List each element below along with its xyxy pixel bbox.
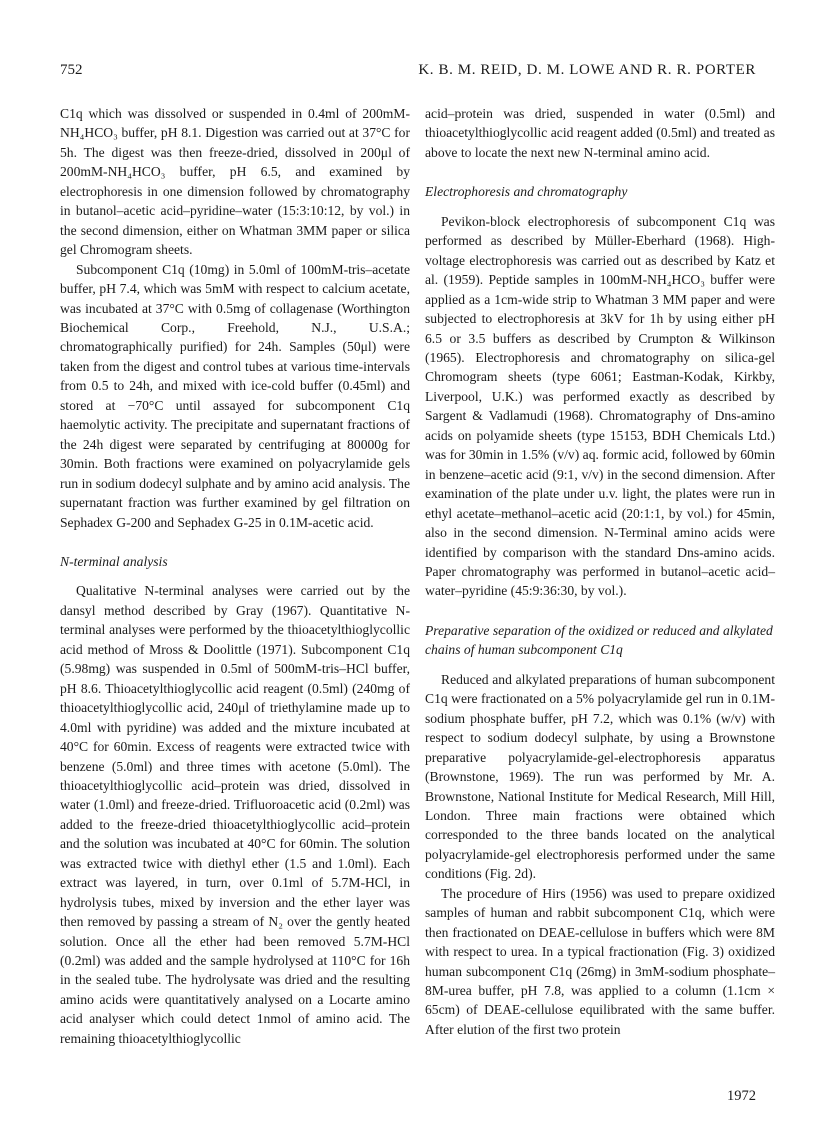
section-heading: Electrophoresis and chromatography xyxy=(425,184,628,200)
paragraph: Subcomponent C1q (10mg) in 5.0ml of 100mM-tris–acetate buffer, pH 7.4, which was 5mM with respect to calcium acetate, was incubated at 37°C with 0.5mg of collagenase (Worthington Biochemical Corp., Freehold, N.J., U.S.A.; chromatographically purified) for 24h. Samples (50μl) were taken from the digest and control tubes at various time-intervals from 0.5 to 24h, and mixed with ice-cold buffer (0.45ml) and stored at −70°C until assayed for subcomponent C1q haemolytic activity. The precipitate and supernatant fractions of the 24h digest were separated by centrifuging at 80000g for 30min. Both fractions were examined on polyacrylamide gels run in sodium dodecyl sulphate and by amino acid analysis. The supernatant fraction was further examined by gel filtration on Sephadex G-200 and Sephadex G-25 in 0.1M-acetic acid. xyxy=(60,261,410,530)
right-column xyxy=(425,104,775,1039)
footer-year: 1972 xyxy=(727,1088,756,1104)
paragraph: The procedure of Hirs (1956) was used to prepare oxidized samples of human and rabbit subcomponent C1q, which were then fractionated on DEAE-cellulose in buffers which were 8M with respect to urea. In a typical fractionation (Fig. 3) oxidized human subcomponent C1q (26mg) in 3mM-sodium phosphate–8M-urea buffer, pH 7.8, was applied to a column (1.1cm × 65cm) of DEAE-cellulose equilibrated with the same buffer. After elution of the first two protein xyxy=(425,885,775,1037)
section-heading: N-terminal analysis xyxy=(60,553,168,569)
running-head-authors: K. B. M. REID, D. M. LOWE AND R. R. PORTER xyxy=(418,62,756,78)
section-heading: Preparative separation of the oxidized or reduced and alkylated chains of human subcomponent C1q xyxy=(425,622,773,658)
paragraph: C1q which was dissolved or suspended in 0.4ml of 200mM-NH₄HCO₃ buffer, pH 8.1. Digestion was carried out at 37°C for 5h. The digest was then freeze-dried, dissolved in 200μl of 200mM-NH₄HCO₃ buffer, pH 6.5, and examined by electrophoresis in one dimension followed by chromatography in butanol–acetic acid–pyridine–water (15:3:10:12, by vol.) in the second dimension, either on Whatman 3MM paper or silica gel Chromogram sheets. xyxy=(60,106,410,258)
page-header xyxy=(60,62,756,84)
paragraph: Pevikon-block electrophoresis of subcomponent C1q was performed as described by Müller-Eberhard (1968). High-voltage electrophoresis was carried out as described by Katz et al. (1959). Peptide samples in 100mM-NH₄HCO₃ buffer were applied as a 1cm-wide strip to Whatman 3 MM paper and were subjected to electrophoresis at 3kV for 1h by using either pH 6.5 or 3.5 buffers as described by Crumpton & Wilkinson (1965). Electrophoresis and chromatography on silica-gel Chromogram sheets (type 6061; Eastman-Kodak, Kirkby, Liverpool, U.K.) was performed exactly as described by Sargent & Vadlamudi (1968). Chromatography of Dns-amino acids on polyamide sheets (type 15153, BDH Chemicals Ltd.) was for 30min in 1.5% (v/v) aq. formic acid, followed by 60min in benzene–acetic acid (9:1, v/v) in the second dimension. After examination of the plate under u.v. light, the plates were run in ethyl acetate–methanol–acetic acid (20:1:1, by vol.) for 45min, also in the second dimension. N-Terminal amino acids were identified by comparison with the standard Dns-amino acids. Paper chromatography was performed in butanol–acetic acid–water–pyridine (45:9:36:30, by vol.). xyxy=(425,213,775,599)
paragraph: acid–protein was dried, suspended in water (0.5ml) and thioacetylthioglycollic acid reagent added (0.5ml) and treated as above to locate the next new N-terminal amino acid. xyxy=(425,106,775,160)
left-column xyxy=(60,104,410,1048)
paragraph: Reduced and alkylated preparations of human subcomponent C1q were fractionated on a 5% polyacrylamide gel run in 0.1M-sodium phosphate buffer, pH 7.2, which was 0.1% (w/v) with respect to sodium dodecyl sulphate, by using a Brownstone preparative polyacrylamide-gel-electrophoresis apparatus (Brownstone, 1969). The run was performed by Mr. A. Brownstone, National Institute for Medical Research, Mill Hill, London. Three main fractions were obtained which corresponded to the three bands located on the analytical polyacrylamide-gel electrophoresis performed under the same conditions (Fig. 2d). xyxy=(425,671,775,882)
paragraph: Qualitative N-terminal analyses were carried out by the dansyl method described by Gray (1967). Quantitative N-terminal analyses were performed by the thioacetylthioglycollic acid method of Mross & Doolittle (1971). Subcomponent C1q (5.98mg) was suspended in 0.5ml of 500mM-tris–HCl buffer, pH 8.6. Thioacetylthioglycollic acid reagent (0.5ml) (240mg of thioacetylthioglycollic acid, 240μl of triethylamine made up to 4.0ml with pyridine) was added and the mixture incubated at 40°C for 60min. Excess of reagents were extracted twice with benzene (5.0ml) and three times with acetone (5.0ml). The thioacetylthioglycollic acid–protein was dried, dissolved in water (1.0ml) and freeze-dried. Trifluoroacetic acid (0.2ml) was added to the freeze-dried thioacetylthioglycollic acid–protein and the solution was incubated at 40°C for 60min. The solution was extracted twice with diethyl ether (1.5 and 1.0ml). Each extract was layered, in turn, over 0.1ml of 5.7M-HCl, in hydrolysis tubes, mixed by inversion and the ether layer was then removed by passing a stream of N₂ over the gently heated solution. Once all the ether had been removed 5.7M-HCl (0.2ml) was added and the sample hydrolysed at 110°C for 16h in the sealed tube. The hydrolysate was dried and the resulting amino acids were quantitatively analysed on a Locarte amino acid analyser which could detect 1nmol of amino acid. The remaining thioacetylthioglycollic xyxy=(60,583,410,1046)
page-number: 752 xyxy=(60,62,83,78)
